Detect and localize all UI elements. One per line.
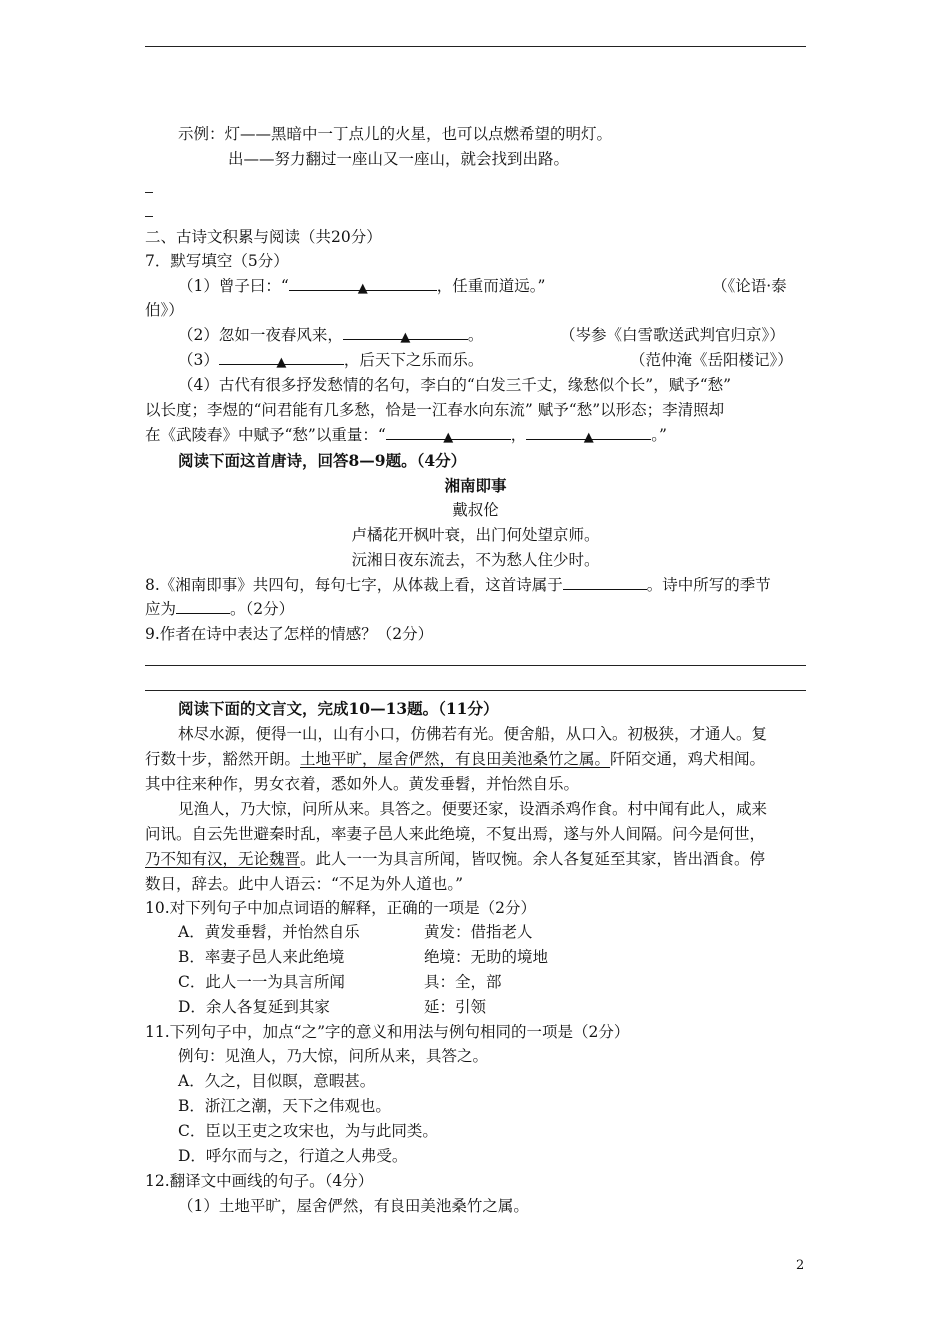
q10-option-b[interactable]: B．率妻子邑人来此绝境 绝境：无助的境地 — [178, 948, 549, 966]
q10-option-c[interactable]: C．此人一一为具言所闻 具：全，部 — [178, 973, 502, 991]
underlined-sentence: 乃不知有汉，无论魏晋 — [145, 850, 301, 868]
prose-p2-line-4: 数日，辞去。此中人语云：“不足为外人道也。” — [145, 875, 464, 893]
q7-item-3: （3） ▲ ，后天下之乐而乐。 — [178, 351, 484, 370]
poem-line-1: 卢橘花开枫叶衰，出门何处望京师。 — [351, 526, 600, 544]
answer-blank[interactable] — [343, 325, 468, 345]
example-line-2: 出——努力翻过一座山又一座山，就会找到出路。 — [228, 150, 570, 168]
q8-line-2: 应为 。（2分） — [145, 600, 295, 618]
q11-option-c[interactable]: C．臣以王吏之攻宋也，为与此同类。 — [178, 1122, 438, 1140]
prose-p1-line-2: 行数十步，豁然开朗。土地平旷，屋舍俨然，有良田美池桑竹之属。阡陌交通，鸡犬相闻。 — [145, 750, 766, 768]
poem-intro: 阅读下面这首唐诗，回答8—9题。（4分） — [178, 451, 467, 470]
answer-blank[interactable] — [386, 425, 511, 445]
poem-author: 戴叔伦 — [452, 501, 499, 519]
q11-option-b[interactable]: B．浙江之潮，天下之伟观也。 — [178, 1097, 391, 1115]
poem-line-2: 沅湘日夜东流去，不为愁人住少时。 — [351, 551, 600, 569]
dash-mark — [145, 192, 153, 193]
q7-title: 7．默写填空（5分） — [145, 252, 289, 270]
q7-item-4-line-3: 在《武陵春》中赋予“愁”以重量：“ ▲ ， ▲ 。” — [145, 426, 667, 445]
q8-line-1: 8.《湘南即事》共四句，每句七字，从体裁上看，这首诗属于 。诗中所写的季节 — [145, 576, 771, 594]
example-line-1: 示例：灯——黑暗中一丁点儿的火星，也可以点燃希望的明灯。 — [178, 125, 613, 143]
underlined-sentence: 土地平旷，屋舍俨然，有良田美池桑竹之属。 — [300, 750, 611, 768]
q10-option-d[interactable]: D．余人各复延到其家 延：引领 — [178, 998, 487, 1016]
prose-intro: 阅读下面的文言文，完成10—13题。（11分） — [178, 699, 499, 718]
triangle-marker: ▲ — [583, 430, 594, 445]
q12-item-1: （1）土地平旷，屋舍俨然，有良田美池桑竹之属。 — [178, 1197, 529, 1215]
poem-title: 湘南即事 — [444, 476, 507, 495]
q7-item-3-source: （范仲淹《岳阳楼记》） — [630, 351, 793, 369]
answer-line[interactable] — [145, 665, 806, 666]
q11-option-a[interactable]: A．久之，目似瞑，意暇甚。 — [178, 1072, 376, 1090]
answer-blank[interactable] — [563, 575, 647, 590]
prose-p2-line-2: 问讯。自云先世避秦时乱，率妻子邑人来此绝境，不复出焉，遂与外人间隔。问今是何世， — [145, 825, 766, 843]
answer-blank[interactable] — [176, 599, 230, 614]
q7-item-1-source-cont: 伯》） — [145, 301, 184, 319]
q7-item-1: （1）曾子曰：“ ▲ ，任重而道远。” — [178, 277, 546, 296]
q11-example: 例句：见渔人，乃大惊，问所从来，具答之。 — [178, 1047, 489, 1065]
q12-title: 12.翻译文中画线的句子。（4分） — [145, 1172, 374, 1190]
q11-option-d[interactable]: D．呼尔而与之，行道之人弗受。 — [178, 1147, 408, 1165]
section-title: 二、古诗文积累与阅读（共20分） — [145, 228, 382, 246]
header-rule — [145, 46, 806, 47]
triangle-marker: ▲ — [276, 355, 287, 370]
answer-blank[interactable] — [526, 425, 651, 445]
prose-p1-line-3: 其中往来种作，男女衣着，悉如外人。黄发垂髫，并怡然自乐。 — [145, 775, 580, 793]
answer-blank[interactable] — [219, 350, 344, 370]
q7-item-1-source: （《论语·泰 — [712, 277, 787, 295]
prose-p1-line-1: 林尽水源，便得一山，山有小口，仿佛若有光。便舍船，从口入。初极狭，才通人。复 — [178, 725, 768, 743]
q7-item-2-source: （岑参《白雪歌送武判官归京》） — [560, 326, 785, 344]
prose-p2-line-3: 乃不知有汉，无论魏晋。此人一一为具言所闻，皆叹惋。余人各复延至其家，皆出酒食。停 — [145, 850, 766, 868]
q11-title: 11.下列句子中，加点“之”字的意义和用法与例句相同的一项是（2分） — [145, 1023, 630, 1041]
prose-p2-line-1: 见渔人，乃大惊，问所从来。具答之。便要还家，设酒杀鸡作食。村中闻有此人，咸来 — [178, 800, 768, 818]
q9-title: 9.作者在诗中表达了怎样的情感？（2分） — [145, 625, 434, 643]
answer-blank[interactable] — [289, 276, 437, 296]
triangle-marker: ▲ — [357, 281, 368, 296]
q7-item-4-line-1: （4）古代有很多抒发愁情的名句，李白的“白发三千丈，缘愁似个长”，赋予“愁” — [178, 376, 732, 394]
triangle-marker: ▲ — [443, 430, 454, 445]
dash-mark — [145, 216, 153, 217]
triangle-marker: ▲ — [400, 330, 411, 345]
page-number: 2 — [796, 1258, 805, 1273]
answer-line[interactable] — [145, 690, 806, 691]
q7-item-4-line-2: 以长度；李煜的“问君能有几多愁，恰是一江春水向东流” 赋予“愁”以形态；李清照却 — [145, 401, 725, 419]
q10-option-a[interactable]: A．黄发垂髫，并怡然自乐 黄发：借指老人 — [178, 923, 533, 941]
q7-item-2: （2）忽如一夜春风来， ▲ 。 — [178, 326, 484, 345]
q10-title: 10.对下列句子中加点词语的解释，正确的一项是（2分） — [145, 899, 537, 917]
